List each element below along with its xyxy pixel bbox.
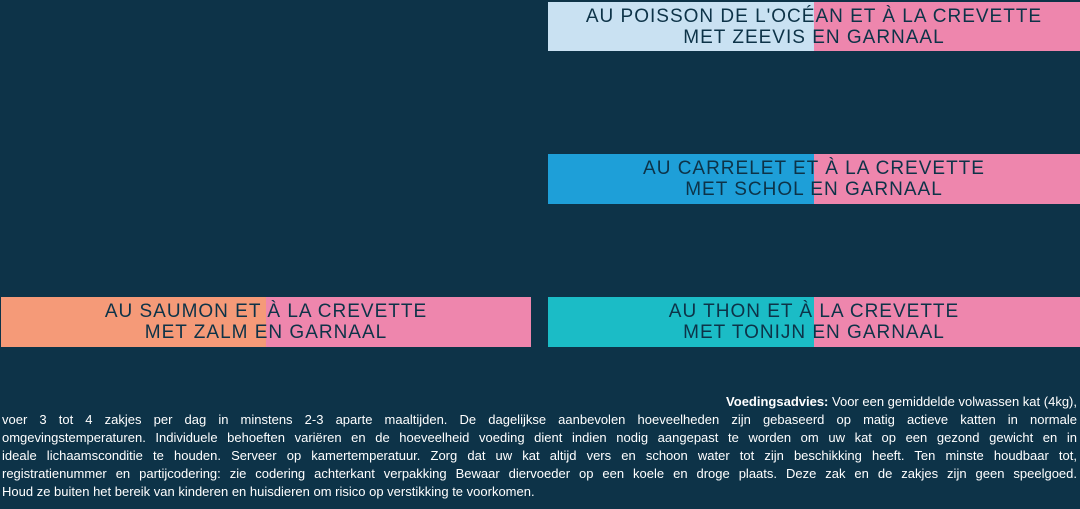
- feeding-advice-heading: Voedingsadvies:: [726, 394, 829, 409]
- flavor-banner-ocean-fish: [548, 2, 1080, 51]
- flavor-name-fr: AU SAUMON ET À LA CREVETTE: [104, 301, 428, 322]
- flavor-name-fr: AU POISSON DE L'OCÉAN ET À LA CREVETTE: [585, 5, 1043, 27]
- feeding-advice-line: registratienummer en partijcodering: zie codering achterkant verpakking Bewaar diervoeder op een koele en droge plaats. Deze zak en de zakjes zijn geen speelgoed.: [2, 466, 1077, 481]
- flavor-name-fr: AU THON ET À LA CREVETTE: [668, 301, 960, 322]
- feeding-advice-line: omgevingstemperaturen. Individuele behoeften variëren en de hoeveelheid voeding dient indien nodig aangepast te worden om uw kat op een gezond gewicht en in: [2, 430, 1077, 445]
- feeding-advice-line: voer 3 tot 4 zakjes per dag in minstens 2-3 aparte maaltijden. De dagelijkse aanbevolen hoeveelheden zijn gebaseerd op matig actieve katten in normale: [2, 412, 1077, 427]
- flavor-banner-plaice: [548, 154, 1080, 204]
- feeding-advice-lead: [2, 393, 1077, 411]
- flavor-name-fr: AU CARRELET ET À LA CREVETTE: [643, 158, 985, 179]
- flavor-banner-salmon: [1, 297, 531, 347]
- flavor-name-nl: MET ZALM EN GARNAAL: [144, 322, 388, 343]
- feeding-advice: [2, 393, 1077, 501]
- flavor-name-nl: MET TONIJN EN GARNAAL: [683, 322, 945, 343]
- flavor-name-nl: MET SCHOL EN GARNAAL: [685, 179, 943, 200]
- flavor-banner-tuna: [548, 297, 1080, 347]
- feeding-advice-line: ideale lichaamsconditie te houden. Serveer op kamertemperatuur. Zorg dat uw kat altijd vers en schoon water tot zijn beschikking heeft. Ten minste houdbaar tot,: [2, 448, 1077, 463]
- feeding-advice-lead-text: Voor een gemiddelde volwassen kat (4kg),: [832, 394, 1077, 409]
- flavor-name-nl: MET ZEEVIS EN GARNAAL: [683, 26, 945, 48]
- feeding-advice-line: Houd ze buiten het bereik van kinderen en huisdieren om risico op verstikking te voorkomen.: [2, 484, 535, 499]
